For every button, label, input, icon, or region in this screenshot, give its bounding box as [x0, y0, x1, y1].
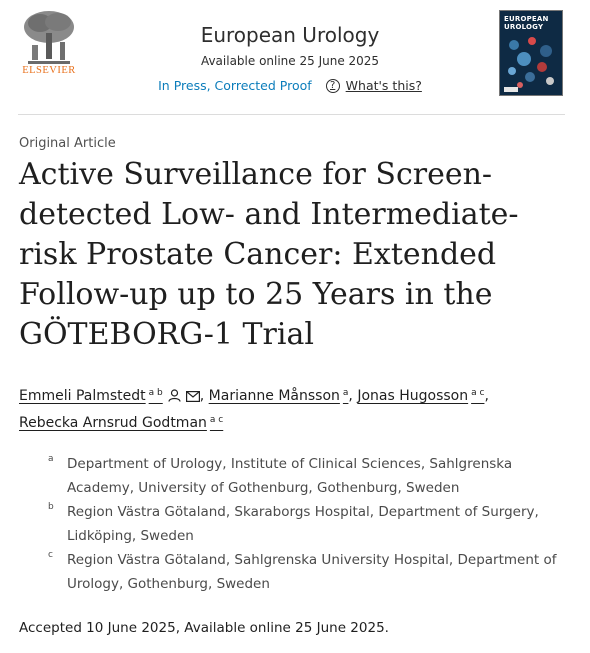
affiliation-letter: c [48, 550, 53, 560]
status-row [140, 78, 440, 93]
email-icon[interactable] [186, 391, 200, 402]
header-divider [18, 114, 565, 115]
in-press-status: In Press, Corrected Proof [158, 78, 312, 93]
whats-this-link[interactable] [326, 78, 422, 93]
affiliation-text: Region Västra Götaland, Sahlgrenska University Hospital, Department of Urology, Gothenburg, Sweden [67, 552, 557, 592]
affiliation-text: Department of Urology, Institute of Clinical Sciences, Sahlgrenska Academy, University of Gothenburg, Gothenburg, Sweden [67, 456, 513, 496]
affiliation-letter: b [48, 502, 54, 512]
article-history: Accepted 10 June 2025, Available online 25 June 2025. [19, 620, 389, 636]
article-title: Active Surveillance for Screen-detected Low- and Intermediate-risk Prostate Cancer: Extended Follow-up up to 25 Years in the GÖTEBORG-1 Trial [19, 157, 519, 352]
affiliation-letter: a [48, 454, 54, 464]
author-link[interactable]: Jonas Hugosson $^{a c}$ [357, 388, 485, 404]
elsevier-tree-icon [20, 9, 78, 64]
affiliation-item [48, 548, 568, 596]
author-link[interactable]: Emmeli Palmstedt $^{a b}$ [19, 388, 200, 404]
journal-info [140, 22, 440, 93]
question-icon: ? [326, 79, 340, 93]
article-type: Original Article [19, 136, 116, 151]
affiliation-text: Region Västra Götaland, Skaraborgs Hospital, Department of Surgery, Lidköping, Sweden [67, 504, 539, 544]
affiliation-item [48, 452, 568, 500]
affiliation-list [48, 452, 568, 596]
elsevier-logo[interactable] [18, 9, 80, 79]
person-icon[interactable] [168, 389, 181, 402]
author-list: Emmeli Palmstedt $^{a b}$ , Marianne Månsson $^a$, Jonas Hugosson $^{a c}$, Rebecka Arnsrud Godtman $^{a c}$ [19, 388, 489, 431]
affiliation-item [48, 500, 568, 548]
journal-cover-image[interactable] [499, 10, 563, 96]
journal-available-online: Available online 25 June 2025 [200, 54, 380, 68]
article-header [0, 0, 590, 116]
author-link[interactable]: Rebecka Arnsrud Godtman $^{a c}$ [19, 415, 224, 431]
journal-title-link[interactable]: European Urology [200, 23, 380, 47]
whats-this-label: What's this? [345, 78, 422, 93]
cover-title: EUROPEAN UROLOGY [504, 15, 549, 31]
author-link[interactable]: Marianne Månsson $^a$ [208, 388, 349, 404]
publisher-name: ELSEVIER [22, 65, 76, 76]
